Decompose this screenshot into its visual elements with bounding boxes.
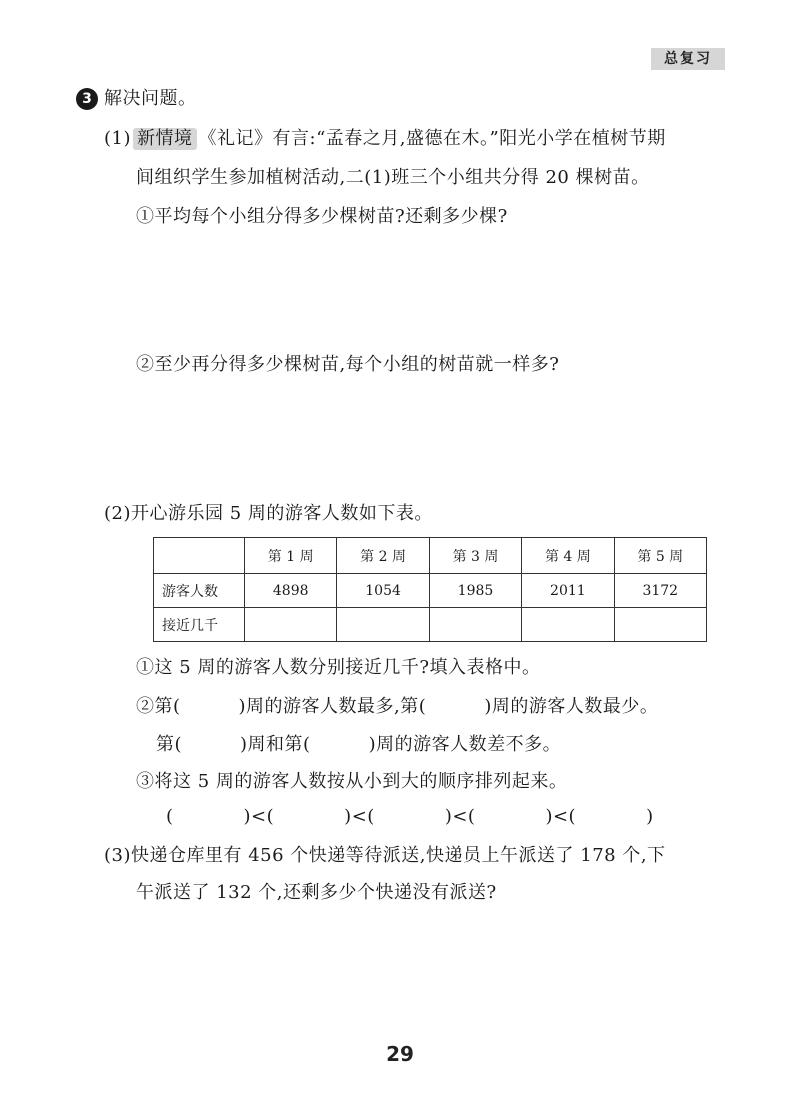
table-cell: 2011 — [522, 574, 614, 608]
table-header-cell: 第 3 周 — [429, 538, 521, 574]
answer-cell[interactable] — [245, 608, 337, 642]
order-sep: )<( — [545, 806, 577, 827]
part2-question3: ③将这 5 周的游客人数按从小到大的顺序排列起来。 — [136, 771, 568, 792]
table-cell: 4898 — [245, 574, 337, 608]
part3-line1: (3)快递仓库里有 456 个快递等待派送,快递员上午派送了 178 个,下 — [104, 845, 666, 866]
page-number: 29 — [386, 1042, 414, 1066]
part3-line2: 午派送了 132 个,还剩多少个快递没有派送? — [136, 882, 497, 903]
table-row-header: 游客人数 — [154, 574, 245, 608]
table-row — [154, 574, 707, 608]
q2-text-b1: 第( — [156, 734, 183, 755]
part1-text-line1: 《礼记》有言:“孟春之月,盛德在木。”阳光小学在植树节期 — [198, 128, 666, 149]
question-title: 解决问题。 — [104, 88, 197, 109]
part2-question2-line1 — [136, 696, 658, 718]
q2-text-a2: )周的游客人数最多,第( — [238, 696, 427, 717]
order-answer-row — [166, 806, 654, 828]
section-tag: 总复习 — [651, 48, 725, 70]
table-row — [154, 608, 707, 642]
table-header-cell — [154, 538, 245, 574]
answer-cell[interactable] — [614, 608, 706, 642]
q2-text-b3: )周的游客人数差不多。 — [368, 734, 562, 755]
part2-intro: (2)开心游乐园 5 周的游客人数如下表。 — [104, 503, 433, 524]
part1-question2: ②至少再分得多少棵树苗,每个小组的树苗就一样多? — [136, 354, 560, 375]
table-cell: 3172 — [614, 574, 706, 608]
table-header-cell: 第 4 周 — [522, 538, 614, 574]
question-number-badge: 3 — [76, 88, 98, 110]
order-sep: )<( — [243, 806, 275, 827]
order-sep: )<( — [344, 806, 375, 827]
answer-cell[interactable] — [429, 608, 521, 642]
q2-text-a3: )周的游客人数最少。 — [484, 696, 659, 717]
table-header-cell: 第 5 周 — [614, 538, 706, 574]
q2-text-b2: )周和第( — [240, 734, 311, 755]
table-header-row — [154, 538, 707, 574]
part2-question2-line2 — [156, 734, 561, 756]
order-open: ( — [166, 806, 174, 827]
part1-question1: ①平均每个小组分得多少棵树苗?还剩多少棵? — [136, 206, 508, 227]
table-row-header: 接近几千 — [154, 608, 245, 642]
table-cell: 1054 — [337, 574, 429, 608]
order-close: ) — [646, 806, 654, 827]
part1-label: (1) — [104, 128, 131, 149]
table-header-cell: 第 1 周 — [245, 538, 337, 574]
answer-cell[interactable] — [522, 608, 614, 642]
part1-text-line2: 间组织学生参加植树活动,二(1)班三个小组共分得 20 棵树苗。 — [136, 167, 650, 188]
order-sep: )<( — [444, 806, 476, 827]
visitor-table — [153, 537, 707, 642]
answer-cell[interactable] — [337, 608, 429, 642]
table-cell: 1985 — [429, 574, 521, 608]
table-header-cell: 第 2 周 — [337, 538, 429, 574]
part2-question1: ①这 5 周的游客人数分别接近几千?填入表格中。 — [136, 657, 541, 678]
new-context-tag: 新情境 — [133, 128, 197, 150]
q2-text-a1: ②第( — [136, 696, 181, 717]
part1-line1 — [104, 128, 666, 150]
